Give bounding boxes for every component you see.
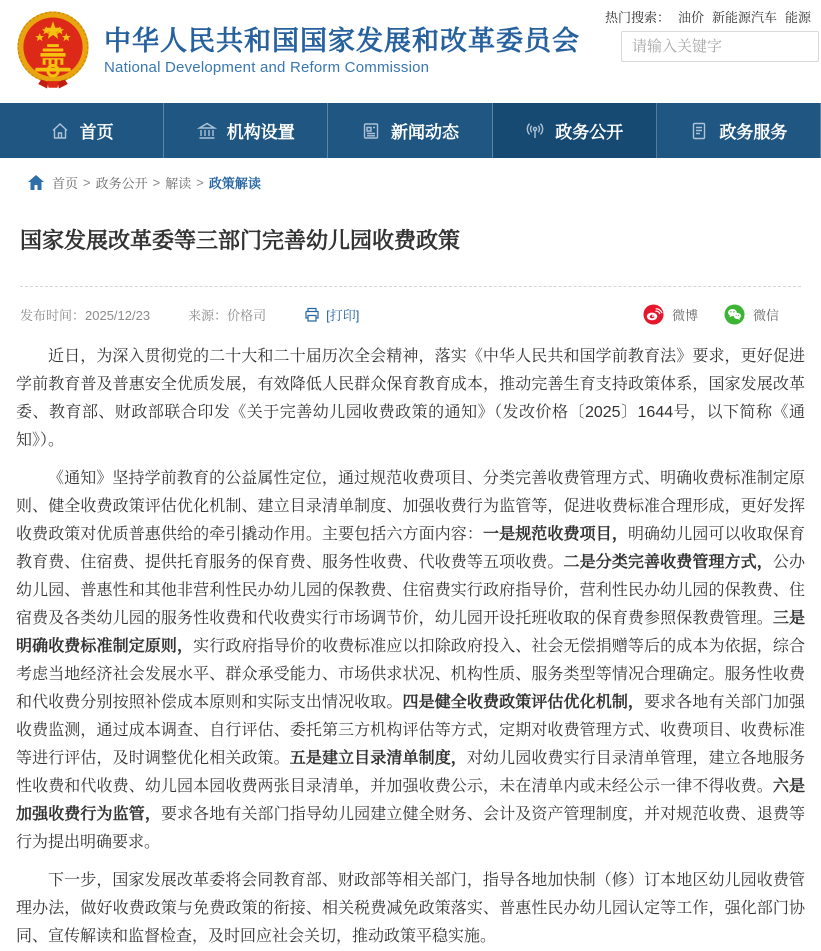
source-value: 价格司 [227,307,267,323]
breadcrumb-current: 政策解读 [208,176,261,191]
breadcrumb-separator: > [152,175,161,190]
page-title: 国家发展改革委等三部门完善幼儿园收费政策 [20,228,461,253]
search-input[interactable] [621,31,819,62]
share-weibo-label: 微博 [671,307,698,323]
article-body [16,343,805,951]
source [188,305,266,324]
site-logo[interactable] [16,10,580,90]
hot-search-link-oil[interactable]: 油价 [677,10,704,25]
hot-search-link-nev[interactable]: 新能源汽车 [711,10,777,25]
breadcrumb-item-disclosure[interactable]: 政务公开 [95,176,148,191]
nav-item-gov-services[interactable] [657,103,821,158]
hot-search-bar [605,7,811,26]
publish-time-value: 2025/12/23 [85,307,151,323]
share-group [643,304,801,325]
printer-icon [304,307,320,322]
site-title-cn: 中华人民共和国国家发展和改革委员会 [104,25,580,56]
hot-search-label: 热门搜索： [604,10,670,25]
breadcrumb-item-home[interactable]: 首页 [52,176,79,191]
nav-item-gov-disclosure[interactable] [493,103,657,158]
nav-item-label: 首页 [79,123,114,142]
broadcast-icon [525,121,545,141]
service-doc-icon [689,121,709,141]
share-weibo-button[interactable] [643,304,698,325]
nav-item-label: 机构设置 [226,123,295,142]
site-search [621,31,819,62]
wechat-icon [724,304,745,325]
nav-item-label: 政务公开 [555,123,624,142]
print-label: [打印] [326,307,360,323]
source-label: 来源： [188,307,228,323]
article-paragraph: 《通知》坚持学前教育的公益属性定位，通过规范收费项目、分类完善收费管理方式、明确收费标准制定原则、健全收费政策评估优化机制、建立目录清单制度、加强收费行为监管等，促进收费标准合理形成，更好发挥收费政策对优质普惠供给的牵引撬动作用。主要包括六方面内容：一是规范收费项目，明确幼儿园可以收取保育教育费、住宿费、提供托育服务的保育费、服务性收费、代收费等五项收费。二是分类完善收费管理方式，公办幼儿园、普惠性和其他非营利性民办幼儿园的保教费、住宿费实行政府指导价，营利性民办幼儿园的保教费、住宿费及各类幼儿园的服务性收费和代收费实行市场调节价，幼儿园开设托班收取的保育费参照保教费管理。三是明确收费标准制定原则，实行政府指导价的收费标准应以扣除政府投入、社会无偿捐赠等后的成本为依据，综合考虑当地经济社会发展水平、群众承受能力、市场供求状况、机构性质、服务类型等情况合理确定。服务性收费和代收费分别按照补偿成本原则和实际支出情况收取。四是健全收费政策评估优化机制，要求各地有关部门加强收费监测，通过成本调查、自行评估、委托第三方机构评估等方式，定期对收费管理方式、收费项目、收费标准等进行评估，及时调整优化相关政策。五是建立目录清单制度，对幼儿园收费实行目录清单管理，建立各地服务性收费和代收费、幼儿园本园收费两张目录清单，并加强收费公示，未在清单内或未经公示一律不得收费。六是加强收费行为监管，要求各地有关部门指导幼儿园建立健全财务、会计及资产管理制度，并对规范收费、退费等行为提出明确要求。 [16,469,805,851]
nav-item-label: 政务服务 [719,123,788,142]
nav-item-label: 新闻动态 [391,123,459,142]
article-paragraph: 近日，为深入贯彻党的二十大和二十届历次全会精神，落实《中华人民共和国学前教育法》要求，更好促进学前教育普及普惠安全优质发展，有效降低人民群众保育教育成本，推动完善生育支持政策体系，国家发展改革委、教育部、财政部联合印发《关于完善幼儿园收费政策的通知》（发改价格〔2025〕1644号，以下简称《通知》）。 [16,347,805,449]
share-wechat-button[interactable] [724,304,779,325]
breadcrumb-separator: > [196,175,204,190]
national-emblem-icon [16,10,90,90]
home-icon [50,121,70,141]
publish-time-label: 发布时间： [20,307,86,323]
publish-time [20,305,150,324]
nav-item-news[interactable] [328,103,492,158]
breadcrumb-home-icon [28,175,44,190]
hot-search-link-energy[interactable]: 能源 [784,10,811,25]
site-title-en: National Development and Reform Commission [104,59,430,77]
breadcrumb-separator: > [83,175,91,190]
main-nav [0,103,821,158]
news-icon [361,121,381,141]
site-title-block [104,24,580,76]
article-paragraph: 下一步，国家发展改革委将会同教育部、财政部等相关部门，指导各地加快制（修）订本地区幼儿园收费管理办法，做好收费政策与免费政策的衔接、相关税费减免政策落实、普惠性民办幼儿园认定等工作，强化部门协同、宣传解读和监督检查，及时回应社会关切，推动政策平稳实施。 [16,871,805,945]
nav-item-home[interactable] [0,103,164,158]
breadcrumb-item-interpretation[interactable]: 解读 [165,176,192,191]
top-bar [0,0,821,103]
share-wechat-label: 微信 [752,307,779,323]
weibo-icon [643,304,664,325]
nav-item-institutions[interactable] [164,103,328,158]
institution-icon [197,121,217,141]
article-meta [20,287,801,337]
print-button[interactable] [304,305,359,324]
breadcrumb [0,158,821,200]
